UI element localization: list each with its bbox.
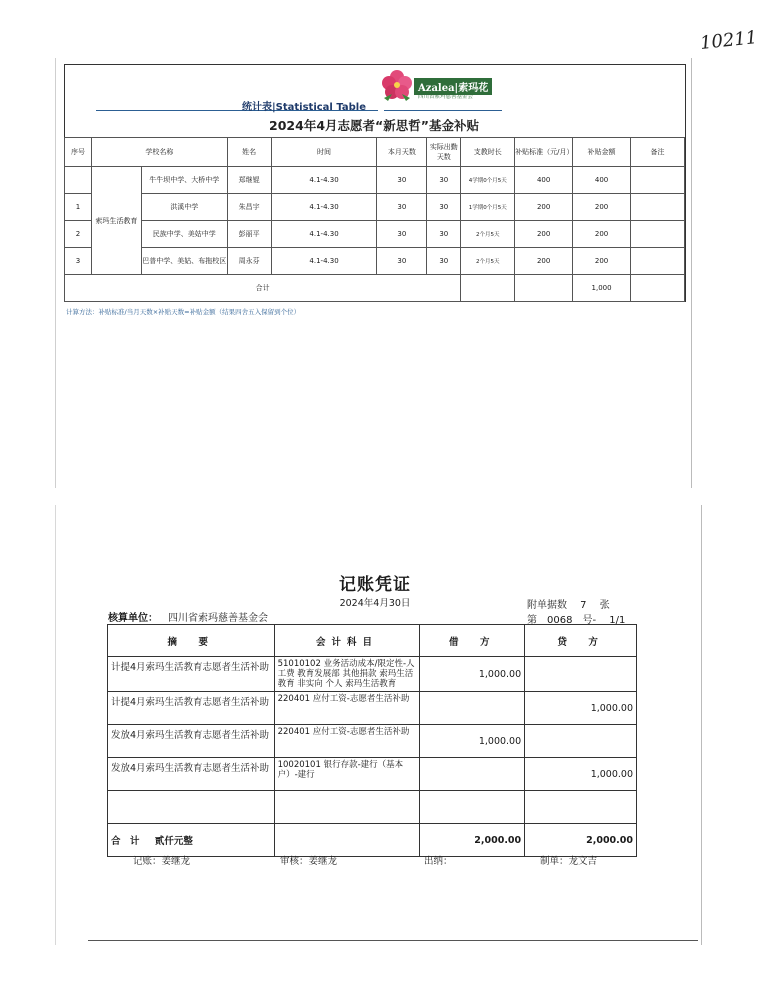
total-label: 合计 xyxy=(65,275,461,302)
month-days: 30 xyxy=(377,248,427,275)
month-days: 30 xyxy=(377,221,427,248)
entry-credit xyxy=(525,657,637,692)
preparer-label: 制单： xyxy=(540,856,569,867)
voucher-header-row xyxy=(108,625,637,657)
col-header: 摘 要 xyxy=(108,625,275,657)
period: 4.1-4.30 xyxy=(271,248,377,275)
school-name: 牛牛坝中学、大桥中学 xyxy=(141,167,227,194)
total-label: 合 计 xyxy=(111,836,140,847)
voucher-total-row xyxy=(108,824,637,857)
actual-days: 30 xyxy=(427,248,461,275)
school-name: 民族中学、美姑中学 xyxy=(141,221,227,248)
handwritten-page-number: 10211 xyxy=(699,27,758,54)
entry-summary: 计提4月索玛生活教育志愿者生活补助 xyxy=(108,692,275,725)
entry-credit: 1,000.00 xyxy=(525,758,637,791)
actual-days: 30 xyxy=(427,194,461,221)
col-header: 序号 xyxy=(65,138,92,167)
subsidy-standard: 200 xyxy=(515,221,573,248)
logo-brand-text: Azalea|索玛花 xyxy=(414,78,492,95)
preparer-name: 龙文吉 xyxy=(568,856,598,867)
bookkeeper-signature xyxy=(133,853,190,867)
col-header: 本月天数 xyxy=(377,138,427,167)
table-row xyxy=(65,194,685,221)
entry-summary: 计提4月索玛生活教育志愿者生活补助 xyxy=(108,657,275,692)
col-header: 支教时长 xyxy=(461,138,515,167)
cashier-signature xyxy=(424,853,453,867)
volunteer-name: 郑继锟 xyxy=(227,167,271,194)
table-header-row xyxy=(65,138,685,167)
total-in-words: 贰仟元整 xyxy=(154,836,193,847)
statistical-table-title: 2024年4月志愿者“新思哲”基金补贴 xyxy=(269,118,479,133)
entry-debit xyxy=(420,692,525,725)
voucher-title: 记账凭证 xyxy=(339,575,411,595)
col-header: 补贴金额 xyxy=(573,138,631,167)
school-name: 洪溪中学 xyxy=(141,194,227,221)
subsidy-amount: 200 xyxy=(573,194,631,221)
voucher-bottom-rule xyxy=(88,940,698,941)
table-row xyxy=(65,167,685,194)
subsidy-amount: 200 xyxy=(573,248,631,275)
total-debit: 2,000.00 xyxy=(420,824,525,857)
school-name: 巴普中学、美姑、布拖校区 xyxy=(141,248,227,275)
remark xyxy=(631,167,685,194)
entry-debit: 1,000.00 xyxy=(420,657,525,692)
subsidy-table xyxy=(64,137,685,302)
col-header: 贷 方 xyxy=(525,625,637,657)
month-days: 30 xyxy=(377,194,427,221)
attachment-count: 附单据数 7 张 xyxy=(527,600,610,611)
table-total-row xyxy=(65,275,685,302)
total-cell xyxy=(108,824,275,857)
preparer-signature xyxy=(540,853,597,867)
col-header: 借 方 xyxy=(420,625,525,657)
subsidy-standard: 400 xyxy=(515,167,573,194)
voucher-entry-row xyxy=(108,725,637,758)
col-header: 会计科目 xyxy=(274,625,420,657)
statistical-table-label: 统计表|Statistical Table xyxy=(242,102,366,113)
entry-credit xyxy=(525,725,637,758)
col-header: 姓名 xyxy=(227,138,271,167)
voucher-blank-row xyxy=(108,791,637,824)
period: 4.1-4.30 xyxy=(271,194,377,221)
teaching-duration: 2个月5天 xyxy=(461,248,515,275)
volunteer-name: 朱昌宇 xyxy=(227,194,271,221)
calculation-note: 计算方法：补贴标准/当月天数×补贴天数=补贴金额（结果四舍五入保留到个位） xyxy=(66,308,301,316)
row-no: 3 xyxy=(65,248,92,275)
subsidy-amount: 400 xyxy=(573,167,631,194)
total-amount: 1,000 xyxy=(573,275,631,302)
teaching-duration: 1学期0个月5天 xyxy=(461,194,515,221)
header-rule xyxy=(384,110,502,111)
remark xyxy=(631,194,685,221)
entry-account: 51010102 业务活动成本/限定性-人工费 教育发展部 其他捐款 索玛生活教育 非实向 个人 索玛生活教育 xyxy=(274,657,420,692)
voucher-number: 第 0068 号- 1/1 xyxy=(527,615,626,626)
table-row xyxy=(65,221,685,248)
subsidy-standard: 200 xyxy=(515,194,573,221)
voucher-entry-row xyxy=(108,692,637,725)
reviewer-label: 审核： xyxy=(280,856,309,867)
row-no xyxy=(65,167,92,194)
col-header: 补贴标准（元/月） xyxy=(515,138,573,167)
voucher-table xyxy=(107,624,637,857)
month-days: 30 xyxy=(377,167,427,194)
entry-debit: 1,000.00 xyxy=(420,725,525,758)
entry-debit xyxy=(420,758,525,791)
subsidy-amount: 200 xyxy=(573,221,631,248)
row-no: 1 xyxy=(65,194,92,221)
entry-summary: 发放4月索玛生活教育志愿者生活补助 xyxy=(108,725,275,758)
reviewer-name: 姜继龙 xyxy=(308,856,338,867)
volunteer-name: 彭丽平 xyxy=(227,221,271,248)
entry-account: 220401 应付工资-志愿者生活补助 xyxy=(274,692,420,725)
bookkeeper-label: 记账： xyxy=(133,856,162,867)
voucher-date: 2024年4月30日 xyxy=(339,598,411,609)
period: 4.1-4.30 xyxy=(271,221,377,248)
entry-account: 220401 应付工资-志愿者生活补助 xyxy=(274,725,420,758)
col-header: 实际出勤天数 xyxy=(427,138,461,167)
accounting-unit-label: 核算单位： xyxy=(108,613,158,624)
entry-account: 10020101 银行存款-建行（基本户）-建行 xyxy=(274,758,420,791)
entry-credit: 1,000.00 xyxy=(525,692,637,725)
cashier-label: 出纳： xyxy=(424,856,453,867)
total-credit: 2,000.00 xyxy=(525,824,637,857)
voucher-entry-row xyxy=(108,657,637,692)
volunteer-name: 周永芬 xyxy=(227,248,271,275)
remark xyxy=(631,221,685,248)
col-header: 学校名称 xyxy=(91,138,227,167)
entry-summary: 发放4月索玛生活教育志愿者生活补助 xyxy=(108,758,275,791)
reviewer-signature xyxy=(280,853,337,867)
bookkeeper-name: 姜继龙 xyxy=(161,856,191,867)
actual-days: 30 xyxy=(427,221,461,248)
col-header: 备注 xyxy=(631,138,685,167)
actual-days: 30 xyxy=(427,167,461,194)
project-name: 索玛生活教育 xyxy=(91,167,141,275)
accounting-unit: 四川省索玛慈善基金会 xyxy=(168,613,268,624)
subsidy-standard: 200 xyxy=(515,248,573,275)
remark xyxy=(631,248,685,275)
voucher-entry-row xyxy=(108,758,637,791)
period: 4.1-4.30 xyxy=(271,167,377,194)
teaching-duration: 4学期0个月5天 xyxy=(461,167,515,194)
logo-subtitle: 四川省索玛慈善基金会 xyxy=(418,94,474,100)
row-no: 2 xyxy=(65,221,92,248)
col-header: 时间 xyxy=(271,138,377,167)
foundation-logo xyxy=(380,68,498,104)
teaching-duration: 2个月5天 xyxy=(461,221,515,248)
table-row xyxy=(65,248,685,275)
azalea-flower-icon xyxy=(380,68,414,102)
